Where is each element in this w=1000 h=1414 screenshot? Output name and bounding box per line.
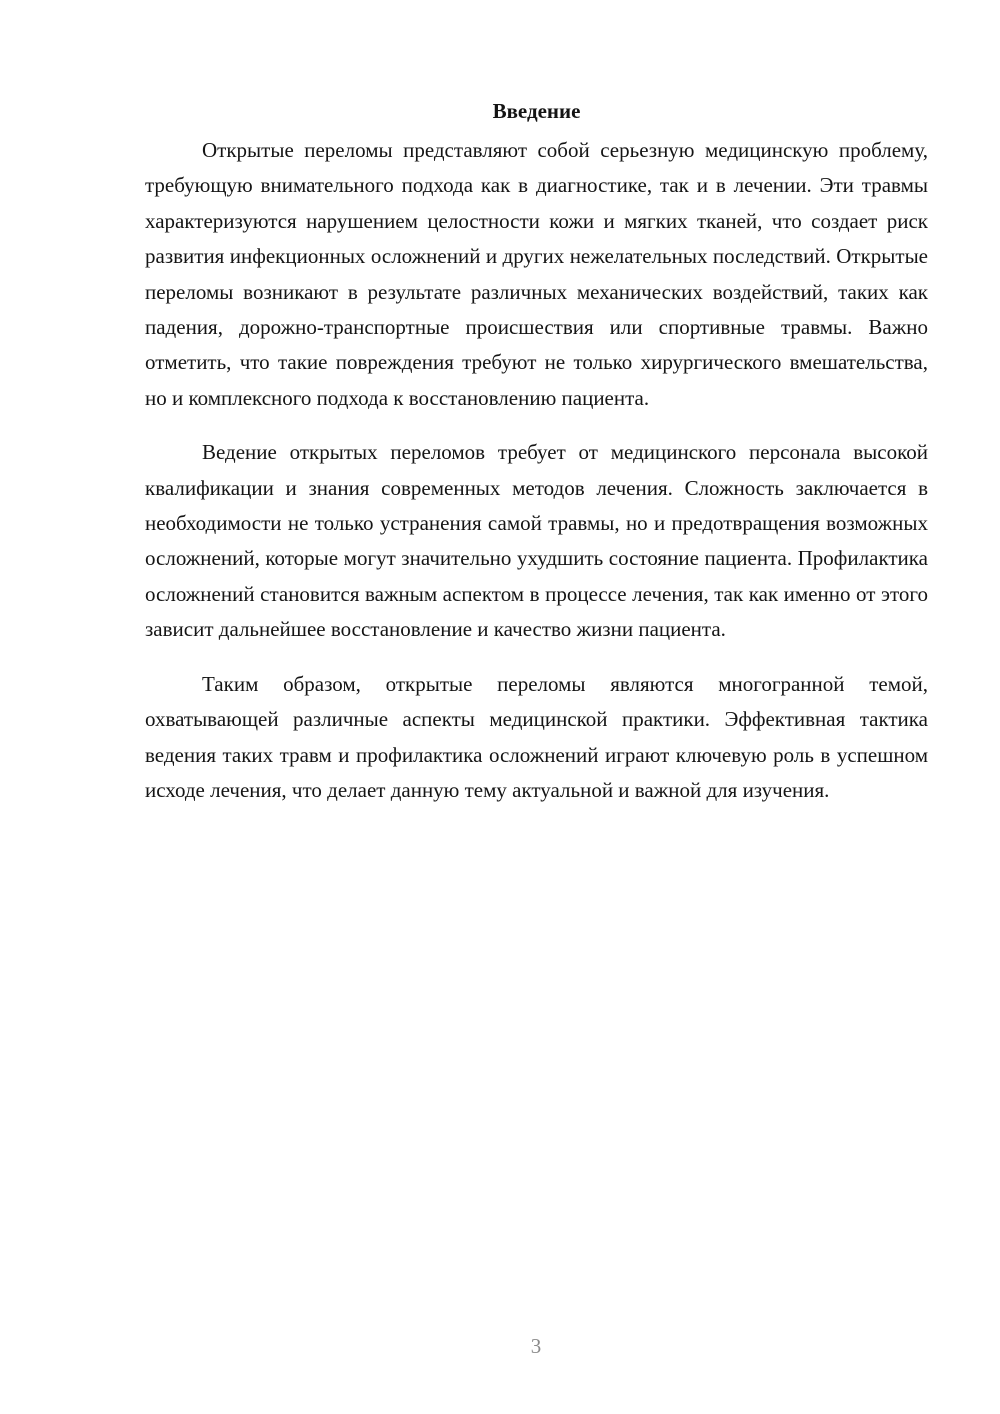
paragraph-2: Ведение открытых переломов требует от медицинского персонала высокой квалификации и знания современных методов лечения. Сложность заключается в необходимости не только устранения самой травмы, но и предотвращения возможных осложнений, которые могут значительно ухудшить состояние пациента. Профилактика осложнений становится важным аспектом в процессе лечения, так как именно от этого зависит дальнейшее восстановление и качество жизни пациента. (145, 440, 928, 642)
page-content (145, 94, 928, 827)
paragraph-3: Таким образом, открытые переломы являются многогранной темой, охватывающей различные аспекты медицинской практики. Эффективная тактика ведения таких травм и профилактика осложнений играют ключевую роль в успешном исходе лечения, что делает данную тему актуальной и важной для изучения. (145, 671, 928, 802)
page-number: 3 (530, 1334, 542, 1358)
paragraph-1: Открытые переломы представляют собой серьезную медицинскую проблему, требующую внимательного подхода как в диагностике, так и в лечении. Эти травмы характеризуются нарушением целостности кожи и мягких тканей, что создает риск развития инфекционных осложнений и других нежелательных последствий. Открытые переломы возникают в результате различных механических воздействий, таких как падения, дорожно-транспортные происшествия или спортивные травмы. Важно отметить, что такие повреждения требуют не только хирургического вмешательства, но и комплексного подхода к восстановлению пациента. (145, 138, 928, 410)
section-heading: Введение (492, 99, 581, 123)
